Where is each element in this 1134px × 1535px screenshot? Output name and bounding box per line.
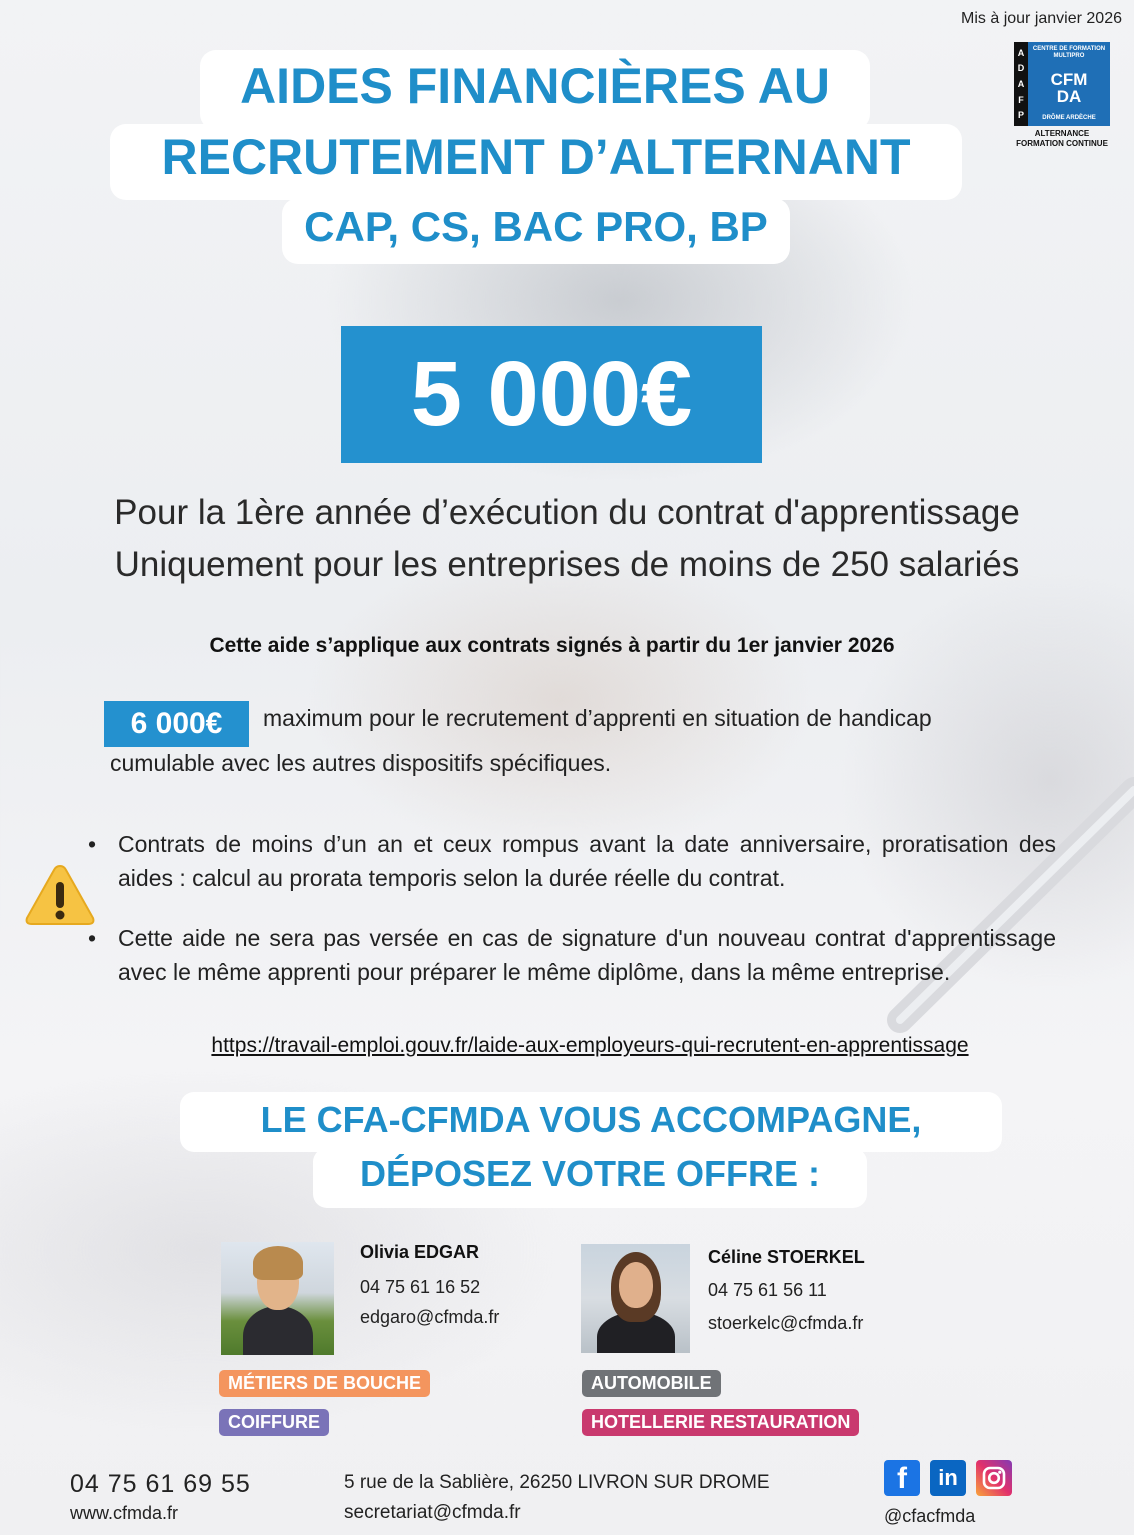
logo-da: DA [1056, 86, 1082, 106]
bullet-text: Cette aide ne sera pas versée en cas de signature d'un nouveau contrat d'apprentissage avec le même apprenti pour préparer le même diplôme, dans la même entreprise. [118, 925, 1056, 985]
logo-top-text: CENTRE DE FORMATION MULTIPRO [1032, 46, 1106, 59]
facebook-icon[interactable]: f [884, 1460, 920, 1496]
applies-note: Cette aide s’applique aux contrats signés à partir du 1er janvier 2026 [209, 634, 895, 657]
linkedin-icon[interactable]: in [930, 1460, 966, 1496]
title-line-1: AIDES FINANCIÈRES AU [200, 50, 870, 130]
tag-coiffure: COIFFURE [219, 1409, 329, 1436]
footer-phone: 04 75 61 69 55 [70, 1470, 251, 1498]
handicap-text-line-2: cumulable avec les autres dispositifs spécifiques. [110, 750, 612, 776]
bullet-item-prorata [88, 827, 1056, 895]
update-note: Mis à jour janvier 2026 [961, 10, 1122, 27]
footer-website[interactable]: www.cfmda.fr [70, 1503, 179, 1523]
logo-caption-2: FORMATION CONTINUE [1016, 139, 1108, 148]
bullet-dot: • [88, 831, 97, 857]
social-handle: @cfacfmda [884, 1506, 976, 1526]
contact-email[interactable]: stoerkelc@cfmda.fr [708, 1313, 864, 1333]
tag-metiers-de-bouche: MÉTIERS DE BOUCHE [219, 1370, 430, 1397]
contact-email[interactable]: edgaro@cfmda.fr [360, 1307, 500, 1327]
contact-photo-celine [581, 1244, 690, 1353]
instagram-icon[interactable] [976, 1460, 1012, 1496]
info-link[interactable]: https://travail-emploi.gouv.fr/laide-aux-employeurs-qui-recrutent-en-apprentissage [211, 1034, 969, 1057]
main-amount: 5 000€ [341, 326, 762, 463]
contact-phone: 04 75 61 16 52 [360, 1277, 481, 1297]
cta-line-2: DÉPOSEZ VOTRE OFFRE : [313, 1148, 867, 1208]
contact-phone: 04 75 61 56 11 [708, 1280, 827, 1300]
logo-cfm: CFM [1050, 69, 1088, 89]
handicap-text-line-1: maximum pour le recrutement d’apprenti en situation de handicap [263, 705, 932, 731]
warning-icon [24, 862, 96, 928]
logo-region: DRÔME ARDÈCHE [1042, 115, 1096, 121]
bullet-text: Contrats de moins d’un an et ceux rompus avant la date anniversaire, proratisation des aides : calcul au prorata temporis selon la durée réelle du contrat. [118, 831, 1056, 891]
logo-caption-1: ALTERNANCE [1034, 129, 1090, 138]
subtitle-line-2: Uniquement pour les entreprises de moins de 250 salariés [114, 545, 1020, 584]
bullet-item-same-apprentice [88, 921, 1056, 989]
contact-name: Olivia EDGAR [360, 1242, 480, 1262]
title-line-2: RECRUTEMENT D’ALTERNANT [110, 124, 962, 200]
contact-photo-olivia [221, 1242, 334, 1355]
cta-line-1: LE CFA-CFMDA VOUS ACCOMPAGNE, [180, 1092, 1002, 1152]
contact-name: Céline STOERKEL [708, 1247, 865, 1267]
tag-automobile: AUTOMOBILE [582, 1370, 721, 1397]
bullet-dot: • [88, 925, 97, 951]
subtitle-line-1: Pour la 1ère année d’exécution du contrat d'apprentissage [114, 493, 1020, 532]
handicap-amount-badge: 6 000€ [104, 701, 249, 747]
footer-email[interactable]: secretariat@cfmda.fr [344, 1502, 521, 1523]
footer-address: 5 rue de la Sablière, 26250 LIVRON SUR DROME [344, 1472, 770, 1493]
cfmda-logo [1014, 42, 1110, 149]
title-diplomas: CAP, CS, BAC PRO, BP [282, 198, 790, 264]
tag-hotellerie-restauration: HOTELLERIE RESTAURATION [582, 1409, 859, 1436]
logo-adafp-column: A D A F P [1014, 42, 1028, 126]
